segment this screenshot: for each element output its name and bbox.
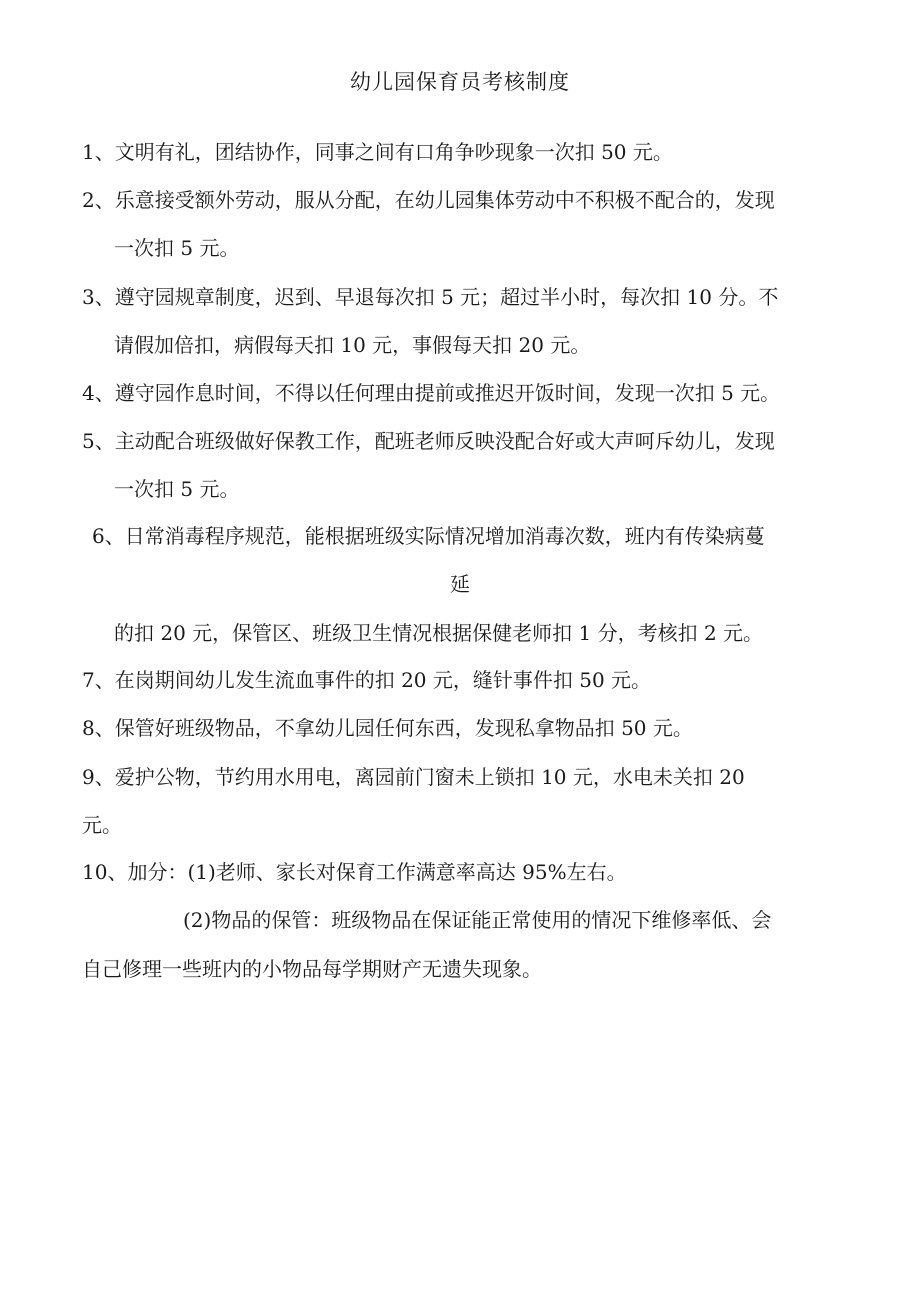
rule-2-line-1: 2、乐意接受额外劳动，服从分配，在幼儿园集体劳动中不积极不配合的，发现: [82, 188, 775, 212]
rule-9-line-1: 9、爱护公物，节约用水用电，离园前门窗未上锁扣 10 元，水电未关扣 20: [82, 765, 745, 789]
rule-4-line-1: 4、遵守园作息时间，不得以任何理由提前或推迟开饭时间，发现一次扣 5 元。: [82, 381, 781, 405]
rule-3-line-1: 3、遵守园规章制度，迟到、早退每次扣 5 元；超过半小时，每次扣 10 分。不: [82, 285, 779, 309]
rule-5-line-1: 5、主动配合班级做好保教工作，配班老师反映没配合好或大声呵斥幼儿，发现: [82, 429, 775, 453]
rule-1-line-1: 1、文明有礼，团结协作，同事之间有口角争吵现象一次扣 50 元。: [82, 140, 673, 164]
rule-9-line-2: 元。: [82, 813, 122, 837]
page-title: 幼儿园保育员考核制度: [350, 70, 570, 94]
rule-6-line-3: 的扣 20 元，保管区、班级卫生情况根据保健老师扣 1 分，考核扣 2 元。: [114, 621, 764, 645]
rule-3-line-2: 请假加倍扣，病假每天扣 10 元，事假每天扣 20 元。: [114, 333, 591, 357]
rule-7-line-1: 7、在岗期间幼儿发生流血事件的扣 20 元，缝针事件扣 50 元。: [82, 668, 652, 692]
rule-5-line-2: 一次扣 5 元。: [114, 477, 240, 501]
rule-10-line-3: 自己修理一些班内的小物品每学期财产无遗失现象。: [82, 957, 542, 981]
rule-2-line-2: 一次扣 5 元。: [114, 236, 240, 260]
rule-10-line-1: 10、加分：(1)老师、家长对保育工作满意率高达 95%左右。: [82, 860, 627, 884]
rule-6-line-1: 6、日常消毒程序规范，能根据班级实际情况增加消毒次数，班内有传染病蔓: [92, 524, 765, 548]
rule-6-line-2: 延: [450, 572, 470, 596]
rule-8-line-1: 8、保管好班级物品，不拿幼儿园任何东西，发现私拿物品扣 50 元。: [82, 716, 693, 740]
rule-10-line-2: (2)物品的保管：班级物品在保证能正常使用的情况下维修率低、会: [183, 908, 772, 932]
